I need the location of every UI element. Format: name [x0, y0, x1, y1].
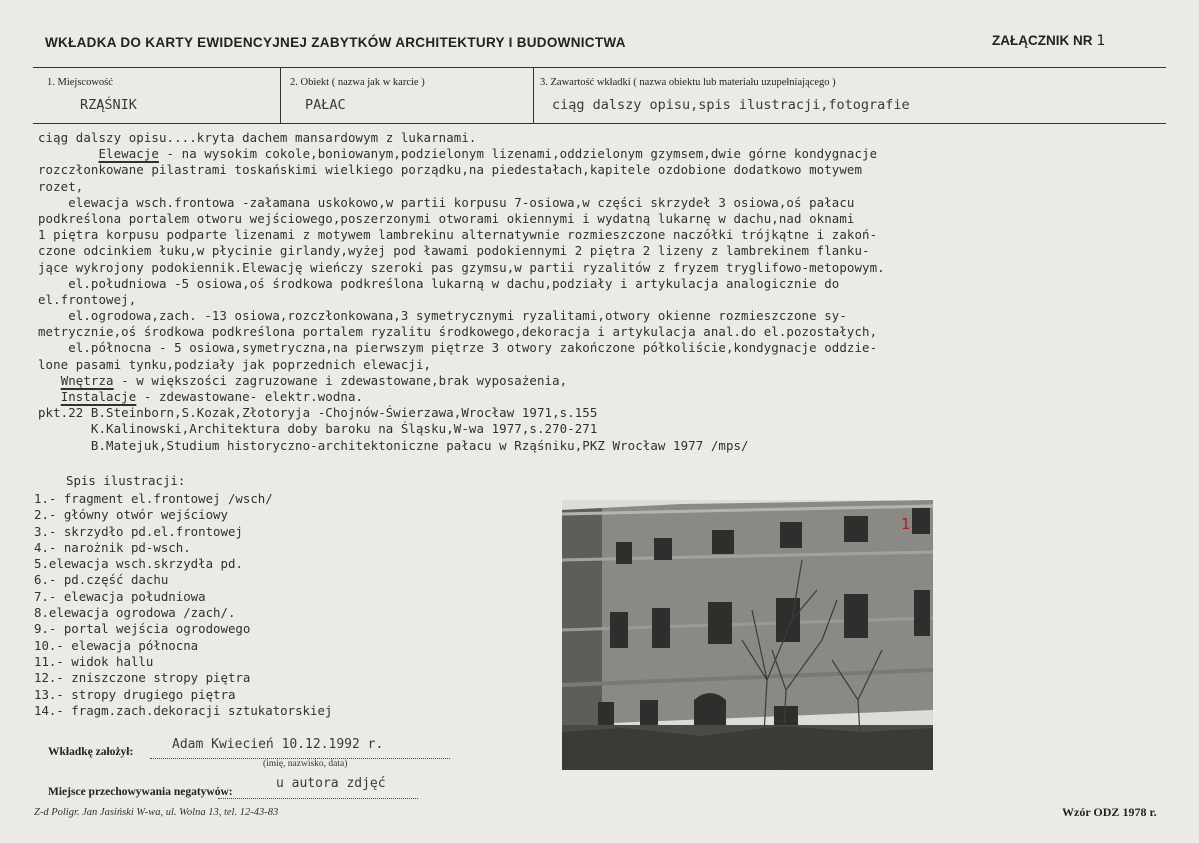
- text-line: el.północna - 5 osiowa,symetryczna,na pierwszym piętrze 3 otwory zakończone półkoliście,kondygnacje oddzie-: [38, 340, 878, 356]
- list-item: 1.- fragment el.frontowej /wsch/: [34, 491, 273, 506]
- description-text: [38, 130, 1188, 454]
- author-label: Wkładkę założył:: [48, 746, 134, 758]
- annex-label: ZAŁĄCZNIK NR 1: [992, 33, 1105, 49]
- text-line: pkt.22 B.Steinborn,S.Kozak,Złotoryja -Chojnów-Świerzawa,Wrocław 1971,s.155: [38, 405, 598, 421]
- text-line: elewacja wsch.frontowa -załamana uskokowo,w partii korpusu 7-osiowa,w części skrzydeł 3 osiowa,oś pałacu: [38, 194, 855, 210]
- list-item: 2.- główny otwór wejściowy: [34, 507, 228, 523]
- content-value: ciąg dalszy opisu,spis ilustracji,fotografie: [552, 97, 910, 113]
- section-heading-elewacje: Elewacje: [98, 146, 159, 162]
- author-caption: (imię, nazwisko, data): [263, 759, 348, 769]
- list-item: 3.- skrzydło pd.el.frontowej: [34, 523, 243, 539]
- list-item: 6.- pd.część dachu: [34, 572, 169, 588]
- illustrations-heading: Spis ilustracji:: [66, 473, 186, 488]
- object-value: PAŁAC: [305, 97, 346, 113]
- list-item: 10.- elewacja północna: [34, 637, 199, 653]
- text-line: rozczłonkowane pilastrami toskańskimi wielkiego porządku,na piedestałach,kapitele ozdobione dodatkowo motywem: [38, 162, 863, 178]
- storage-dotted-line: [218, 798, 418, 799]
- text-line: rozet,: [38, 178, 84, 194]
- list-item: 8.elewacja ogrodowa /zach/.: [34, 605, 236, 621]
- author-value: Adam Kwiecień 10.12.1992 r.: [172, 737, 384, 752]
- text-line: podkreślona portalem otworu wejściowego,poszerzonymi otworami okiennymi i wydatną lukarnę w dachu,nad oknami: [38, 210, 855, 226]
- list-item: 9.- portal wejścia ogrodowego: [34, 621, 251, 637]
- building-photo: [562, 500, 933, 770]
- list-item: 14.- fragm.zach.dekoracji sztukatorskiej: [34, 702, 333, 718]
- text-line: Elewacje - na wysokim cokole,boniowanym,podzielonym lizenami,oddzielonym gzymsem,dwie górne kondygnacje: [98, 146, 878, 162]
- storage-label: Miejsce przechowywania negatywów:: [48, 786, 233, 798]
- section-heading-instalacje: Instalacje: [60, 389, 137, 404]
- form-template: Wzór ODZ 1978 r.: [1062, 805, 1157, 819]
- text-line: K.Kalinowski,Architektura doby baroku na Śląsku,W-wa 1977,s.270-271: [38, 421, 598, 437]
- object-label: 2. Obiekt ( nazwa jak w karcie ): [290, 77, 425, 88]
- text-line: lone pasami tynku,podziały jak poprzednich elewacji,: [38, 356, 432, 372]
- storage-value: u autora zdjęć: [276, 776, 386, 791]
- text-line: el.frontowej,: [38, 291, 137, 307]
- printer-info: Z-d Poligr. Jan Jasiński W-wa, ul. Wolna 13, tel. 12-43-83: [34, 807, 279, 818]
- text-line: B.Matejuk,Studium historyczno-architektoniczne pałacu w Rząśniku,PKZ Wrocław 1977 /mps/: [38, 437, 749, 453]
- field-divider-2: [533, 68, 534, 123]
- list-item: 11.- widok hallu: [34, 653, 154, 669]
- fields-bottom-rule: [33, 123, 1166, 124]
- photo-number: 1: [901, 515, 911, 533]
- list-item: 13.- stropy drugiego piętra: [34, 686, 236, 702]
- illustrations-list: [34, 491, 332, 719]
- text-line: jące wykrojony podokiennik.Elewację wieńczy szeroki pas gzymsu,w partii ryzalitów z fryzem tryglifowo-metopowym.: [38, 259, 885, 275]
- top-rule: [33, 67, 1166, 68]
- field-divider-1: [280, 68, 281, 123]
- text-line: 1 piętra korpusu podparte lizenami z motywem lambrekinu alternatywnie rozmieszczone naczółki trójkątne i zakoń-: [38, 227, 878, 243]
- document-title: WKŁADKA DO KARTY EWIDENCYJNEJ ZABYTKÓW ARCHITEKTURY I BUDOWNICTWA: [45, 35, 626, 50]
- text-line: czone odcinkiem łuku,w płycinie girlandy,wyżej pod ławami podokiennymi 2 piętra 2 lizeny z lambrekinem flanku-: [38, 243, 870, 259]
- section-heading-wnetrza: Wnętrza: [60, 372, 114, 388]
- content-label: 3. Zawartość wkładki ( nazwa obiektu lub materiału uzupełniającego ): [540, 77, 836, 88]
- text-line: ciąg dalszy opisu....kryta dachem mansardowym z lukarnami.: [38, 130, 477, 145]
- text-line: Wnętrza - w większości zagruzowane i zdewastowane,brak wyposażenia,: [60, 372, 568, 388]
- text-line: el.ogrodowa,zach. -13 osiowa,rozczłonkowana,3 symetrycznymi ryzalitami,otwory okienne rozmieszczone sy-: [38, 308, 847, 324]
- list-item: 5.elewacja wsch.skrzydła pd.: [34, 556, 243, 572]
- text-line: Instalacje - zdewastowane- elektr.wodna.: [60, 389, 364, 404]
- text-line: metrycznie,oś środkowa podkreślona portalem ryzalitu środkowego,dekoracja i artykulacja anal.do el.pozostałych,: [38, 324, 878, 340]
- place-label: 1. Miejscowość: [47, 77, 113, 88]
- place-value: RZĄŚNIK: [80, 97, 137, 113]
- list-item: 4.- narożnik pd-wsch.: [34, 539, 191, 555]
- text-line: el.południowa -5 osiowa,oś środkowa podkreślona lukarną w dachu,podziały i artykulacja analogicznie do: [38, 275, 840, 291]
- annex-number: 1: [1096, 33, 1105, 49]
- list-item: 12.- zniszczone stropy piętra: [34, 670, 251, 686]
- list-item: 7.- elewacja południowa: [34, 588, 206, 604]
